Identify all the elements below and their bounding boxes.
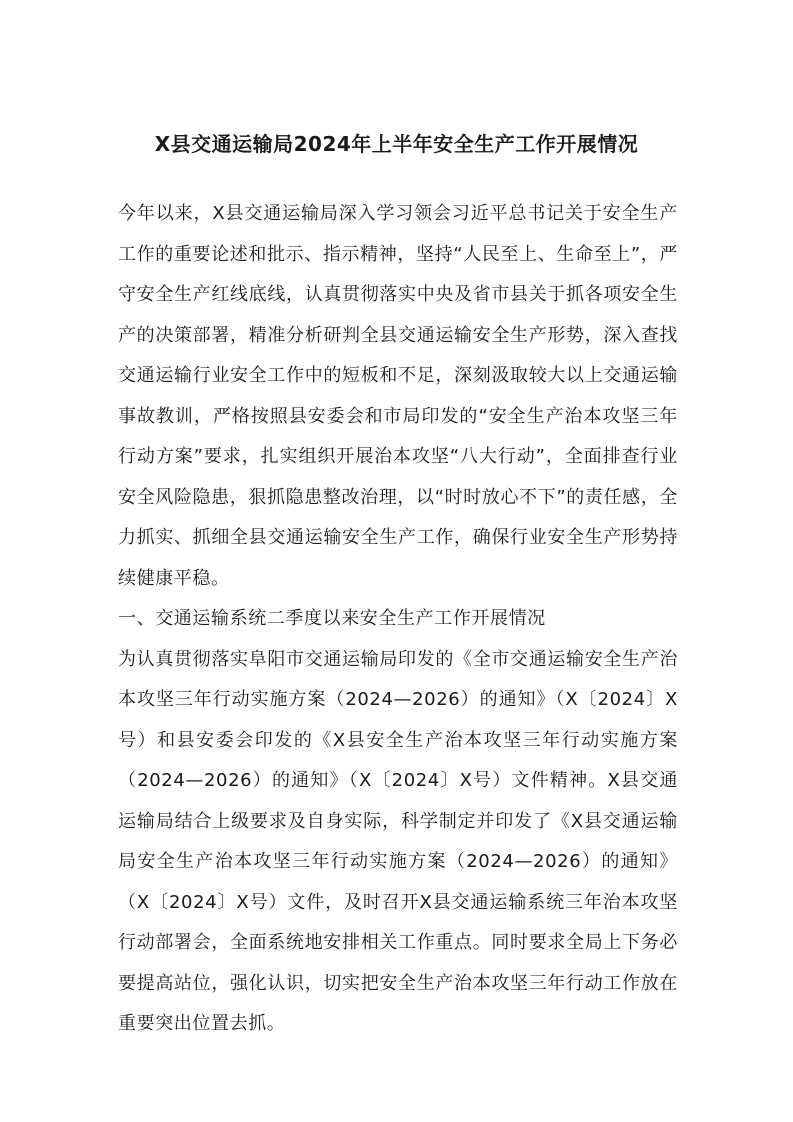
document-body (118, 194, 678, 1045)
section-1-paragraph: 为认真贯彻落实阜阳市交通运输局印发的《全市交通运输安全生产治本攻坚三年行动实施方案（2024—2026）的通知》（X〔2024〕X号）和县安委会印发的《X县安全生产治本攻坚三年行动实施方案（2024—2026）的通知》（X〔2024〕X号）文件精神。X县交通运输局结合上级要求及自身实际，科学制定并印发了《X县交通运输局安全生产治本攻坚三年行动实施方案（2024—2026）的通知》（X〔2024〕X号）文件，及时召开X县交通运输系统三年治本攻坚行动部署会，全面系统地安排相关工作重点。同时要求全局上下务必要提高站位，强化认识，切实把安全生产治本攻坚三年行动工作放在重要突出位置去抓。 (118, 648, 678, 1034)
intro-paragraph: 今年以来，X县交通运输局深入学习领会习近平总书记关于安全生产工作的重要论述和批示、指示精神，坚持“人民至上、生命至上”，严守安全生产红线底线，认真贯彻落实中央及省市县关于抓各项安全生产的决策部署，精准分析研判全县交通运输安全生产形势，深入查找交通运输行业安全工作中的短板和不足，深刻汲取较大以上交通运输事故教训，严格按照县安委会和市局印发的“安全生产治本攻坚三年行动方案”要求，扎实组织开展治本攻坚“八大行动”，全面排查行业安全风险隐患，狠抓隐患整改治理，以“时时放心不下”的责任感，全力抓实、抓细全县交通运输安全生产工作，确保行业安全生产形势持续健康平稳。 (118, 203, 678, 589)
section-1-heading: 一、交通运输系统二季度以来安全生产工作开展情况 (118, 608, 546, 629)
document-title: X县交通运输局2024年上半年安全生产工作开展情况 (154, 132, 639, 156)
